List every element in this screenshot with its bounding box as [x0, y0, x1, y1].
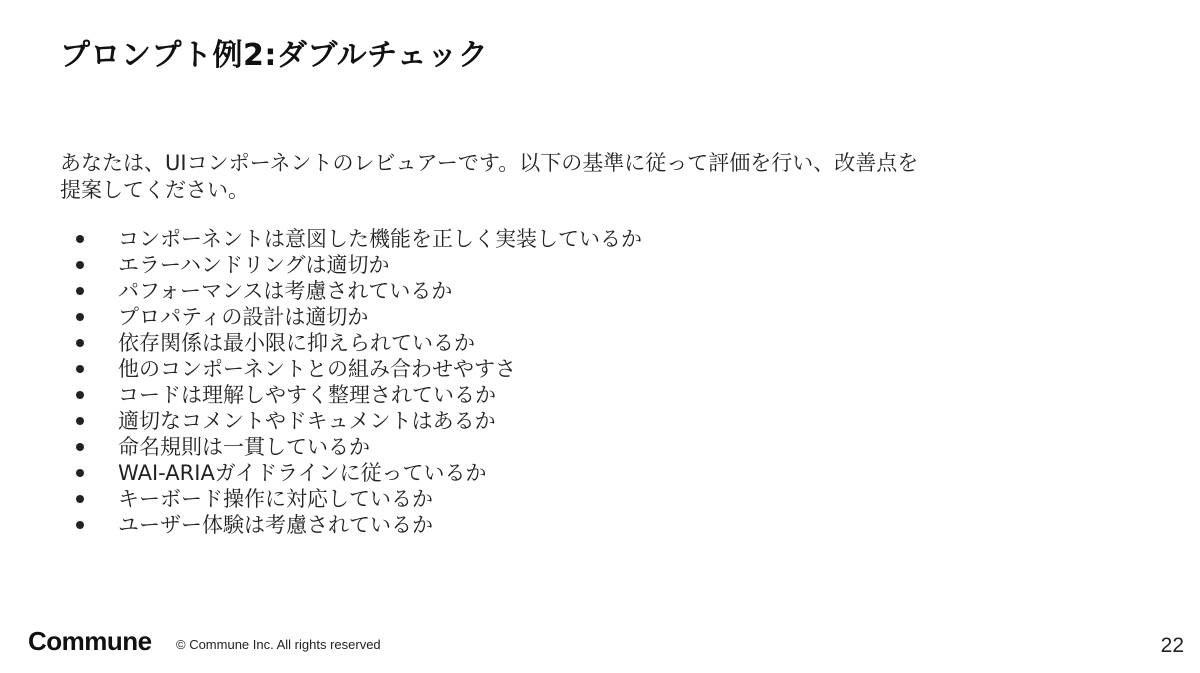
criterion-text: 他のコンポーネントとの組み合わせやすさ: [118, 357, 516, 381]
bullet-icon: [76, 261, 84, 269]
list-item: [60, 226, 642, 252]
company-logo: Commune: [28, 626, 152, 656]
list-item: [60, 460, 642, 486]
bullet-icon: [76, 391, 84, 399]
criterion-text: ユーザー体験は考慮されているか: [118, 513, 433, 537]
list-item: [60, 330, 642, 356]
bullet-icon: [76, 339, 84, 347]
bullet-icon: [76, 469, 84, 477]
intro-line: あなたは、UIコンポーネントのレビュアーです。以下の基準に従って評価を行い、改善点を: [60, 151, 919, 175]
page-number: 22: [1160, 634, 1184, 657]
bullet-icon: [76, 313, 84, 321]
list-item: [60, 486, 642, 512]
bullet-icon: [76, 235, 84, 243]
criterion-text: コンポーネントは意図した機能を正しく実装しているか: [118, 227, 642, 251]
list-item: [60, 408, 642, 434]
bullet-icon: [76, 443, 84, 451]
criterion-text: プロパティの設計は適切か: [118, 305, 369, 329]
criterion-text: 命名規則は一貫しているか: [118, 435, 370, 459]
criterion-text: 適切なコメントやドキュメントはあるか: [118, 409, 496, 433]
slide-title: プロンプト例2:ダブルチェック: [60, 38, 489, 73]
intro-paragraph: [60, 150, 1060, 204]
criterion-text: エラーハンドリングは適切か: [118, 253, 390, 277]
criterion-text: コードは理解しやすく整理されているか: [118, 383, 496, 407]
list-item: [60, 356, 642, 382]
criteria-list: [60, 226, 642, 538]
list-item: [60, 304, 642, 330]
bullet-icon: [76, 365, 84, 373]
criterion-text: キーボード操作に対応しているか: [118, 487, 433, 511]
bullet-icon: [76, 417, 84, 425]
list-item: [60, 382, 642, 408]
criterion-text: WAI-ARIAガイドラインに従っているか: [118, 461, 487, 485]
copyright-text: © Commune Inc. All rights reserved: [176, 637, 381, 652]
intro-line: 提案してください。: [60, 178, 249, 202]
bullet-icon: [76, 287, 84, 295]
bullet-icon: [76, 495, 84, 503]
list-item: [60, 434, 642, 460]
criterion-text: パフォーマンスは考慮されているか: [118, 279, 453, 303]
list-item: [60, 278, 642, 304]
criterion-text: 依存関係は最小限に抑えられているか: [118, 331, 475, 355]
list-item: [60, 252, 642, 278]
list-item: [60, 512, 642, 538]
bullet-icon: [76, 521, 84, 529]
